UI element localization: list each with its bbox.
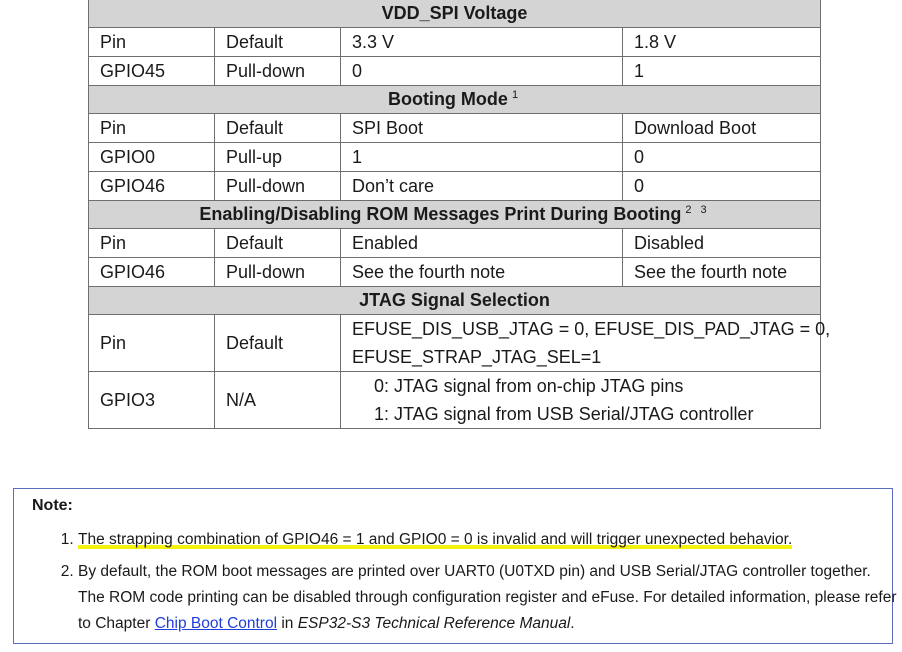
table-header-row [89,315,821,372]
default-cell: Pull-down [215,258,341,287]
value-cell: 0 [623,172,821,201]
pin-cell: GPIO3 [89,372,215,429]
highlight-mark [100,61,165,82]
pin-name: GPIO46 [100,175,166,196]
value-cell: See the fourth note [623,258,821,287]
pin-cell: GPIO46 [89,258,215,287]
header-cell-combined [341,315,831,372]
pin-name: GPIO0 [100,146,156,167]
highlighted-note-text: The strapping combination of GPIO46 = 1 and GPIO0 = 0 is invalid and will trigger unexpected behavior. [78,531,793,548]
value-cell-combined [341,372,821,429]
default-cell: Pull-down [215,57,341,86]
footnote-marker: 2 3 [685,204,710,216]
section-title: JTAG Signal Selection [359,290,550,310]
header-cell: Enabled [341,229,623,258]
value-cell: 0 [623,143,821,172]
header-cell: Pin [89,229,215,258]
pin-cell [89,57,215,86]
value-line: 1: JTAG signal from USB Serial/JTAG controller [374,404,754,424]
note-item [78,527,898,553]
value-cell: Don’t care [341,172,623,201]
table-header-row [89,28,821,57]
note-text: in [277,615,298,632]
table-row [89,57,821,86]
header-cell: Default [215,315,341,372]
highlight-mark [100,147,155,168]
section-title: VDD_SPI Voltage [381,3,528,23]
value-cell: 1 [623,57,821,86]
note-item [78,559,898,637]
default-cell: N/A [215,372,341,429]
manual-title: ESP32-S3 Technical Reference Manual [297,615,571,632]
section-title: Booting Mode [387,89,508,109]
section-header-booting-mode [89,86,821,114]
table-header-row [89,114,821,143]
header-line: EFUSE_STRAP_JTAG_SEL=1 [352,347,602,367]
header-cell: Disabled [623,229,821,258]
table-row [89,258,821,287]
table-row [89,143,821,172]
highlight-mark [100,176,165,197]
chip-boot-control-link[interactable]: Chip Boot Control [154,615,278,632]
table-header-row [89,229,821,258]
pin-cell [89,172,215,201]
header-cell: Pin [89,28,215,57]
value-cell: See the fourth note [341,258,623,287]
header-cell: Default [215,28,341,57]
strapping-pins-table [88,0,831,429]
note-list [44,527,898,637]
header-line: EFUSE_DIS_USB_JTAG = 0, EFUSE_DIS_PAD_JTAG = 0, [352,319,831,339]
default-cell: Pull-down [215,172,341,201]
value-line: 0: JTAG signal from on-chip JTAG pins [374,376,684,396]
table-row [89,172,821,201]
header-cell: Pin [89,315,215,372]
value-cell: 1 [341,143,623,172]
header-cell: SPI Boot [341,114,623,143]
table-row [89,372,821,429]
default-cell: Pull-up [215,143,341,172]
header-cell: 3.3 V [341,28,623,57]
header-cell: Pin [89,114,215,143]
note-title: Note: [32,497,73,514]
note-text: . [570,615,575,632]
section-header-vdd-spi [89,0,821,28]
header-cell: Default [215,114,341,143]
footnote-marker: 1 [511,89,522,101]
section-header-rom-messages [89,201,821,229]
header-cell: Download Boot [623,114,821,143]
section-header-jtag [89,287,821,315]
note-text: By default, the ROM boot messages are printed over UART0 (U0TXD pin) and USB Serial/JTAG controller together. The ROM code printing can be disabled through configuration register and eFuse. For detailed information, please refer to Chapter [78,563,897,632]
header-cell: Default [215,229,341,258]
header-cell: 1.8 V [623,28,821,57]
pin-cell [89,143,215,172]
pin-name: GPIO45 [100,60,166,81]
section-title: Enabling/Disabling ROM Messages Print During Booting [199,204,682,224]
value-cell: 0 [341,57,623,86]
note-box [13,488,897,644]
